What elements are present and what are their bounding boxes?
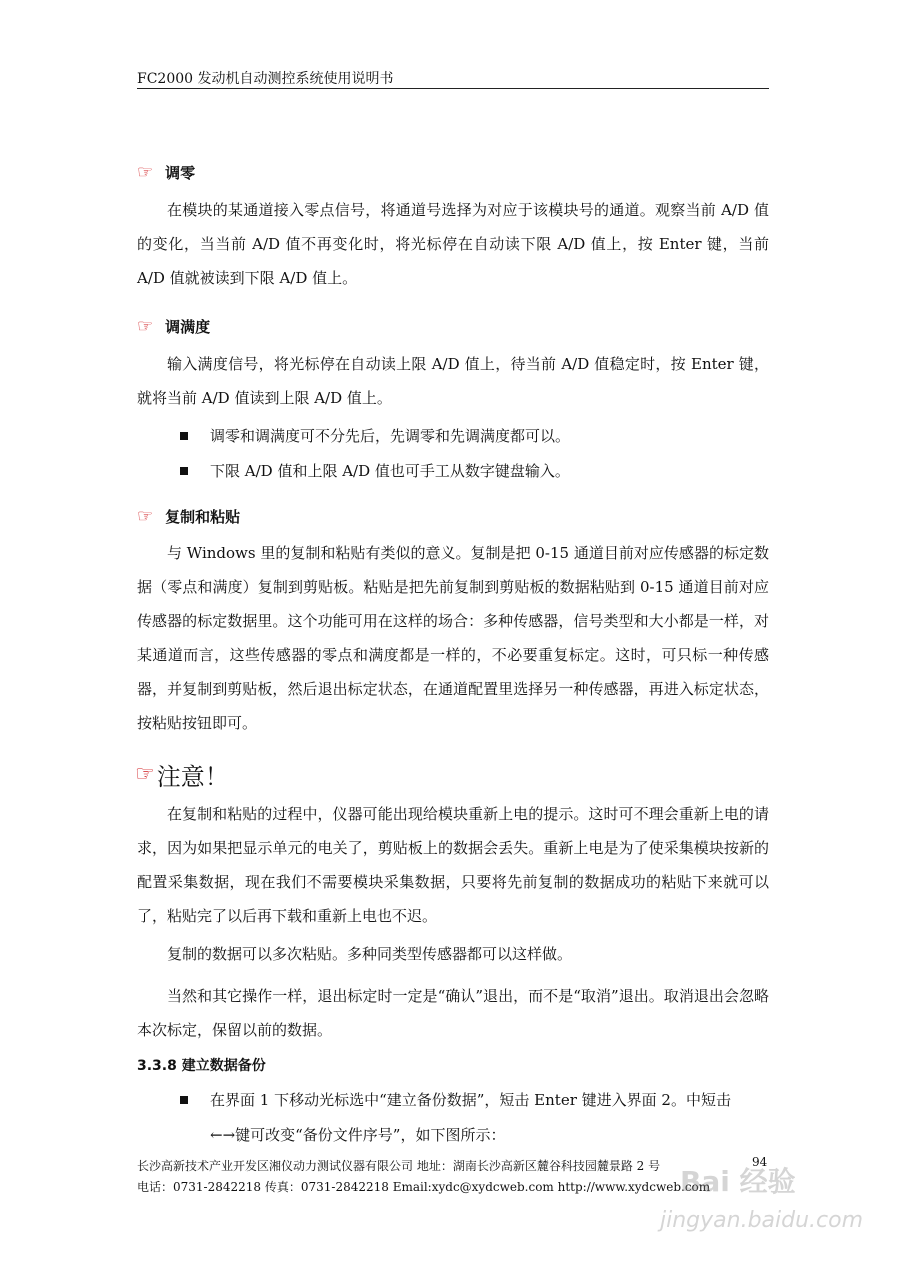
- baidu-logo-icon: Bai 经验: [680, 1165, 796, 1198]
- section-title: 调满度: [165, 317, 211, 336]
- section-title: 复制和粘贴: [165, 507, 241, 526]
- bullet-text: 调零和调满度可不分先后，先调零和先调满度都可以。: [210, 427, 571, 445]
- pointing-hand-icon: ☞: [137, 315, 154, 337]
- paragraph-zero: 在模块的某通道接入零点信号，将通道号选择为对应于该模块号的通道。观察当前 A/D 值的变化，当当前 A/D 值不再变化时，将光标停在自动读下限 A/D 值上，按 Enter 键，当前 A/D 值就被读到下限 A/D 值上。: [137, 201, 769, 287]
- footer-address: 长沙高新技术产业开发区湘仪动力测试仪器有限公司 地址：湖南长沙高新区麓谷科技园麓景路 2 号: [137, 1159, 661, 1173]
- section-title: 调零: [165, 163, 196, 182]
- pointing-hand-icon: ☞: [137, 505, 154, 527]
- note-paragraph: 当然和其它操作一样，退出标定时一定是“确认”退出，而不是“取消”退出。取消退出会忽略本次标定，保留以前的数据。: [137, 987, 769, 1039]
- square-bullet-icon: [180, 432, 188, 440]
- subsection-heading: 3.3.8 建立数据备份: [137, 1058, 266, 1074]
- running-header: FC2000 发动机自动测控系统使用说明书: [137, 71, 394, 87]
- note-paragraph: 在复制和粘贴的过程中，仪器可能出现给模块重新上电的提示。这时可不理会重新上电的请求，因为如果把显示单元的电关了，剪贴板上的数据会丢失。重新上电是为了使采集模块按新的配置采集数据，现在我们不需要模块采集数据，只要将先前复制的数据成功的粘贴下来就可以了，粘贴完了以后再下载和重新上电也不迟。: [137, 805, 769, 925]
- note-paragraph: 复制的数据可以多次粘贴。多种同类型传感器都可以这样做。: [167, 945, 573, 963]
- note-heading: [135, 757, 229, 792]
- bullet-text: 下限 A/D 值和上限 A/D 值也可手工从数字键盘输入。: [210, 462, 570, 480]
- paragraph-span: 输入满度信号，将光标停在自动读上限 A/D 值上，待当前 A/D 值稳定时，按 Enter 键，就将当前 A/D 值读到上限 A/D 值上。: [137, 355, 769, 407]
- section-heading-copy: [137, 504, 240, 528]
- bullet-text: ←→键可改变“备份文件序号”，如下图所示：: [210, 1126, 506, 1144]
- paragraph-copy: 与 Windows 里的复制和粘贴有类似的意义。复制是把 0-15 通道目前对应传感器的标定数据（零点和满度）复制到剪贴板。粘贴是把先前复制到剪贴板的数据粘贴到 0-15 通道目前对应传感器的标定数据里。这个功能可用在这样的场合：多种传感器，信号类型和大小都是一样，对某通道而言，这些传感器的零点和满度都是一样的，不必要重复标定。这时，可只标一种传感器，并复制到剪贴板，然后退出标定状态，在通道配置里选择另一种传感器，再进入标定状态，按粘贴按钮即可。: [137, 544, 769, 732]
- section-heading-span: [137, 314, 210, 338]
- square-bullet-icon: [180, 467, 188, 475]
- footer-contact: 电话：0731-2842218 传真：0731-2842218 Email:xydc@xydcweb.com http://www.xydcweb.com: [137, 1180, 711, 1194]
- watermark-url: jingyan.baidu.com: [660, 1208, 864, 1233]
- page-number: 94: [752, 1155, 768, 1169]
- square-bullet-icon: [180, 1096, 188, 1104]
- watermark: [660, 1158, 864, 1248]
- pointing-hand-icon: ☞: [137, 161, 154, 183]
- note-title: 注意！: [156, 763, 229, 791]
- pointing-hand-icon: ☞: [135, 762, 155, 787]
- header-rule: [137, 88, 769, 89]
- section-heading-zero: [137, 160, 195, 184]
- bullet-text: 在界面 1 下移动光标选中“建立备份数据”，短击 Enter 键进入界面 2。中短击: [210, 1091, 731, 1109]
